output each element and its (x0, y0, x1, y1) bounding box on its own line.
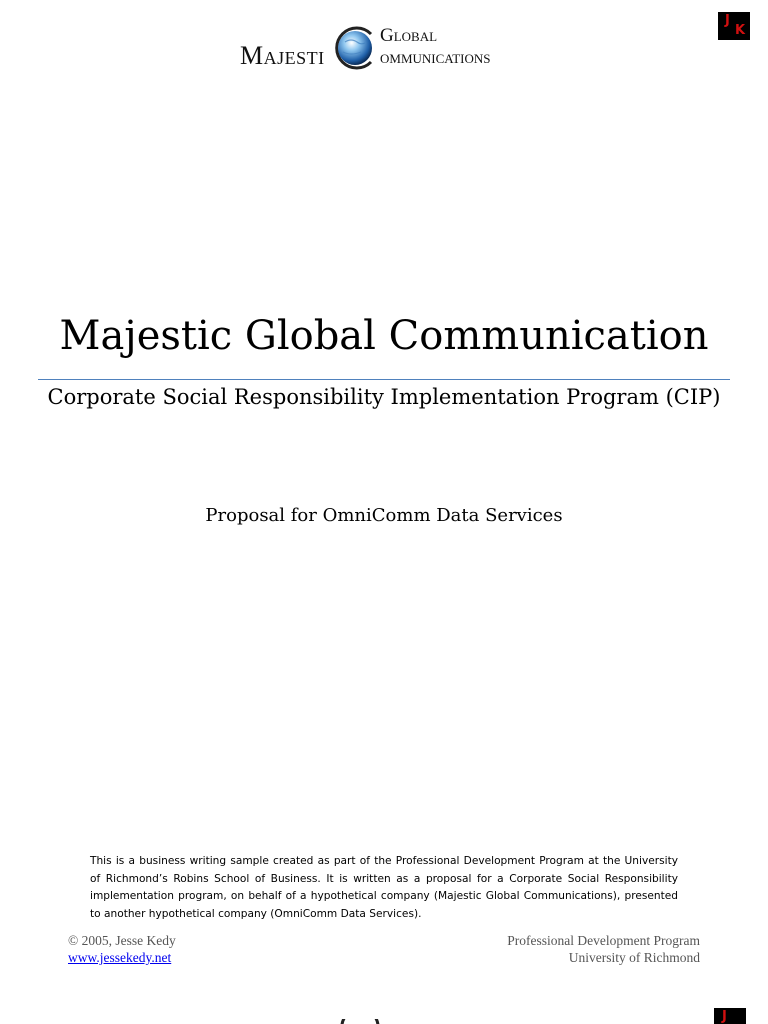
footer-right (507, 932, 700, 966)
title-divider (38, 379, 730, 380)
badge-letter-j: J (722, 1009, 727, 1024)
disclaimer-paragraph: This is a business writing sample created as part of the Professional Development Program at the University of Richmond’s Robins School of Business. It is written as a proposal for a Corporate Social Responsibility implementation program, on behalf of a hypothetical company (Majestic Global Communications), presented to another hypothetical company (OmniComm Data Services). (90, 855, 678, 920)
proposal-line: Proposal for OmniComm Data Services (205, 505, 563, 526)
logo-word-majesti: Majesti (240, 41, 325, 70)
footer-program: Professional Development Program (507, 933, 700, 948)
globe-icon (338, 1019, 408, 1024)
badge-letter-j: J (725, 13, 730, 28)
logo-word-global: Global (380, 25, 438, 46)
logo-word-communications: ommunications (380, 47, 491, 68)
badge-letter-k: K (735, 23, 746, 38)
company-logo (240, 22, 540, 74)
footer-left (68, 932, 176, 966)
next-page-logo-peek (338, 1014, 408, 1024)
jk-badge (718, 12, 750, 40)
footer-copyright: © 2005, Jesse Kedy (68, 933, 176, 948)
footer-university: University of Richmond (568, 950, 700, 965)
page-title: Majestic Global Communication (59, 313, 709, 359)
jk-badge-next-page (714, 1008, 746, 1024)
page-subtitle: Corporate Social Responsibility Implementation Program (CIP) (47, 385, 721, 409)
globe-icon (333, 26, 377, 70)
footer-website-link[interactable]: www.jessekedy.net (68, 950, 172, 965)
